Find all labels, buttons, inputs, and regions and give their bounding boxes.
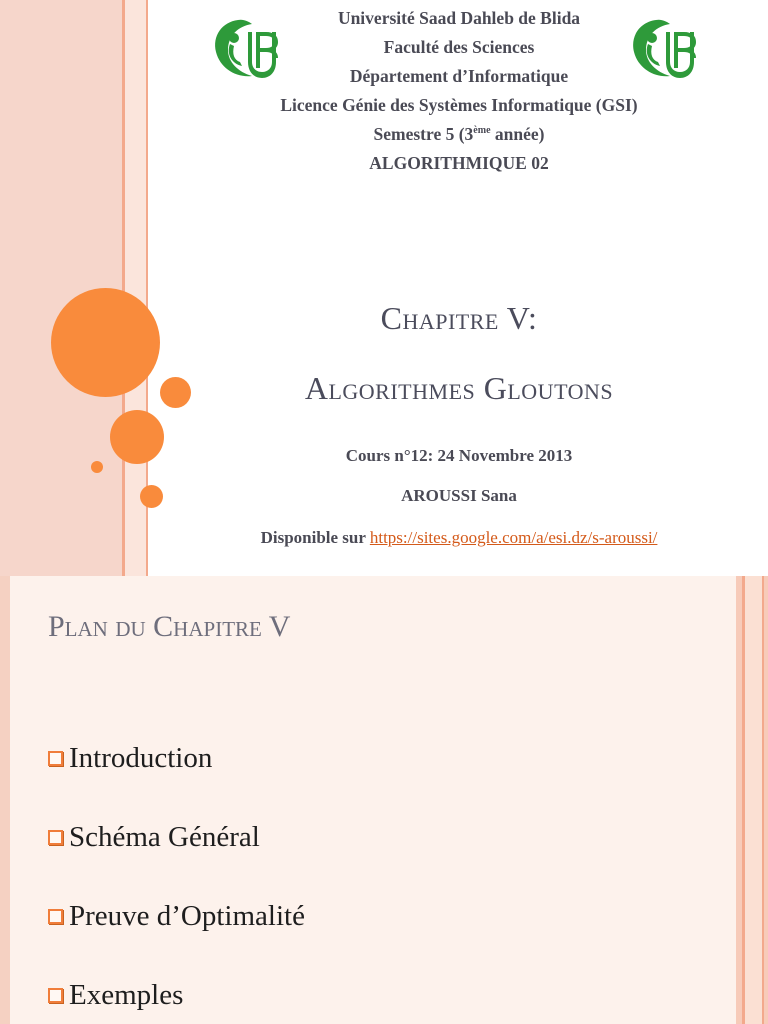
decorative-circle <box>140 485 163 508</box>
chapter-subtitle: Algorithmes Gloutons <box>304 370 614 406</box>
course-name: ALGORITHMIQUE 02 <box>369 153 549 173</box>
availability-label: Disponible sur <box>260 528 370 547</box>
plan-item-label: Introduction <box>69 741 213 774</box>
decorative-circle <box>91 461 103 473</box>
institution-header <box>190 4 728 178</box>
semestre-prefix: Semestre 5 (3 <box>373 124 474 144</box>
decorative-band <box>764 576 768 1024</box>
decorative-circle <box>51 288 160 397</box>
course-website-link[interactable]: https://sites.google.com/a/esi.dz/s-aroussi/ <box>369 528 658 547</box>
square-bullet-icon <box>48 909 63 924</box>
list-item <box>48 975 305 1015</box>
plan-list <box>48 738 305 1024</box>
plan-item-label: Preuve d’Optimalité <box>69 899 305 932</box>
decorative-band <box>745 576 762 1024</box>
semestre-line <box>190 120 728 149</box>
square-bullet-icon <box>48 988 63 1003</box>
square-bullet-icon <box>48 830 63 845</box>
semestre-superscript: ème <box>473 125 491 137</box>
university-name: Université Saad Dahleb de Blida <box>337 8 581 28</box>
decorative-circle <box>110 410 164 464</box>
department-name: Département d’Informatique <box>349 66 569 86</box>
plan-title: Plan du Chapitre V <box>48 610 291 643</box>
faculty-name: Faculté des Sciences <box>383 37 535 57</box>
list-item <box>48 738 305 778</box>
semestre-suffix: année) <box>490 124 545 144</box>
author-name: AROUSSI Sana <box>401 486 517 505</box>
plan-slide <box>0 576 768 1024</box>
list-item <box>48 817 305 857</box>
availability-line <box>190 528 728 548</box>
decorative-band <box>0 576 10 1024</box>
plan-item-label: Exemples <box>69 978 184 1011</box>
licence-name: Licence Génie des Systèmes Informatique (GSI) <box>280 95 638 115</box>
square-bullet-icon <box>48 751 63 766</box>
plan-item-label: Schéma Général <box>69 820 260 853</box>
decorative-circle <box>160 377 191 408</box>
course-date: Cours n°12: 24 Novembre 2013 <box>345 446 573 465</box>
chapter-title: Chapitre V: <box>380 300 538 336</box>
list-item <box>48 896 305 936</box>
